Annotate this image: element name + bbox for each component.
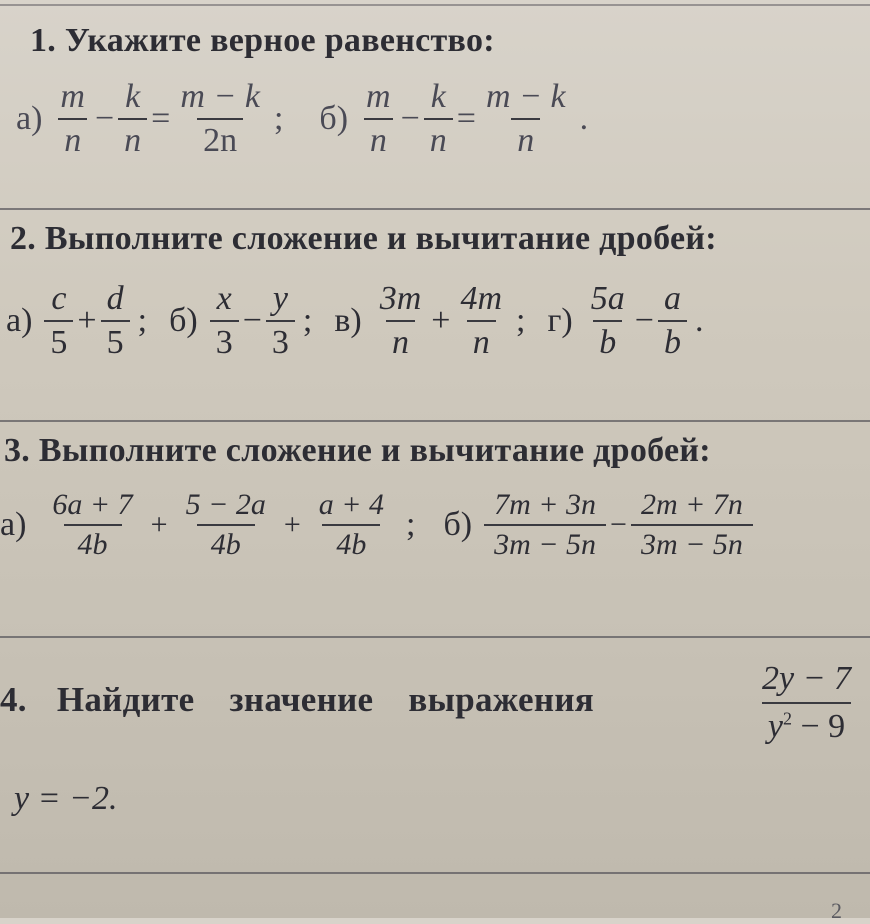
fraction: $\frac{k}{n}$ <box>424 78 453 160</box>
task2-label-d: г) <box>547 302 573 339</box>
fraction: $\frac{a}{b}$ <box>658 280 687 362</box>
task3-header <box>4 432 711 470</box>
condition-text: y = −2. <box>14 780 118 817</box>
operator: − <box>610 508 627 541</box>
fraction: $\frac{m}{n}$ <box>54 78 91 160</box>
separator: ; <box>406 506 416 543</box>
task4-header <box>0 680 594 720</box>
fraction: $\frac{2m + 7n}{3m - 5n}$ <box>631 488 753 562</box>
fraction: $\frac{m}{n}$ <box>360 78 397 160</box>
separator: ; <box>273 100 284 137</box>
task1-label-b: б) <box>319 100 349 137</box>
task4-condition <box>14 780 117 818</box>
fraction: $\frac{6a + 7}{4b}$ <box>52 488 133 561</box>
fraction: $\frac{5a}{b}$ <box>590 280 625 361</box>
task2-header <box>10 220 717 258</box>
operator: + <box>77 302 97 339</box>
fraction: $\frac{2y - 7}{y^2 - 9}$ <box>762 660 852 745</box>
task4-header-text: Найдите значение выражения <box>56 680 595 719</box>
equals: = <box>151 100 171 137</box>
task1-header-text: 1. Укажите верное равенство: <box>30 22 495 59</box>
fraction: $\frac{d}{5}$ <box>101 280 130 362</box>
task2-label-b: б) <box>169 302 198 339</box>
divider-3 <box>0 636 870 638</box>
task1-header <box>30 22 495 60</box>
task1-label-a: а) <box>16 100 43 137</box>
fraction: $\frac{x}{3}$ <box>210 280 239 362</box>
fraction: $\frac{y}{3}$ <box>266 280 295 362</box>
task2-header-text: 2. Выполните сложение и вычитание дробей: <box>10 220 717 257</box>
separator: . <box>694 302 704 339</box>
task4-number: 4. <box>0 680 27 719</box>
fraction: $\frac{c}{5}$ <box>44 280 73 362</box>
fraction: $\frac{a + 4}{4b}$ <box>318 488 385 561</box>
fraction: $\frac{k}{n}$ <box>118 78 147 160</box>
operator: − <box>634 302 654 339</box>
separator: ; <box>516 302 526 339</box>
fraction: $\frac{3m}{n}$ <box>379 280 422 361</box>
separator: ; <box>137 302 148 339</box>
equals: = <box>456 100 476 137</box>
operator: − <box>94 100 115 137</box>
divider-1 <box>0 208 870 210</box>
task2-label-c: в) <box>334 302 362 339</box>
task3-label-a: а) <box>0 506 27 543</box>
separator: . <box>579 100 589 137</box>
operator: − <box>400 100 420 137</box>
fraction: $\frac{m - k}{2n}$ <box>180 78 260 159</box>
task2-label-a: а) <box>6 302 33 339</box>
task3-options <box>0 488 757 562</box>
task3-label-b: б) <box>443 506 473 543</box>
fraction: $\frac{7m + 3n}{3m - 5n}$ <box>484 488 606 562</box>
task3-header-text: 3. Выполните сложение и вычитание дробей: <box>4 432 711 469</box>
divider-top <box>0 4 870 6</box>
operator: + <box>283 508 301 541</box>
task4-expression <box>752 660 861 746</box>
task1-options <box>16 78 592 160</box>
operator: − <box>242 302 262 339</box>
page-number: 2 <box>831 898 842 923</box>
fraction: $\frac{4m}{n}$ <box>460 280 503 361</box>
divider-4 <box>0 872 870 874</box>
fraction: $\frac{5 - 2a}{4b}$ <box>185 488 266 561</box>
task2-options <box>6 280 707 362</box>
operator: + <box>150 508 168 541</box>
operator: + <box>431 302 451 339</box>
separator: ; <box>302 302 313 339</box>
divider-2 <box>0 420 870 422</box>
fraction: $\frac{m - k}{n}$ <box>485 78 566 159</box>
